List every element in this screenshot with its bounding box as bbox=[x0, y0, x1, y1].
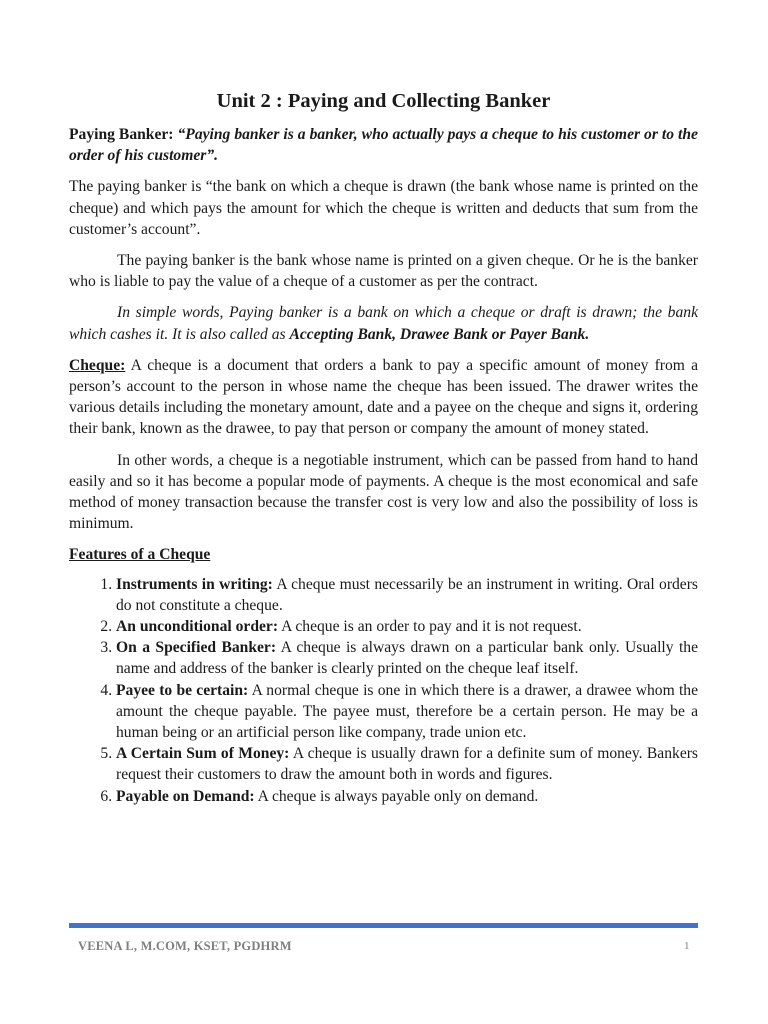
list-item bbox=[116, 786, 698, 807]
definition-label: Paying Banker: bbox=[69, 126, 174, 143]
paragraph-1: The paying banker is “the bank on which a cheque is drawn (the bank whose name is printed on the cheque) and which pays the amount for which the cheque is written and deducts that sum from the customer’s account”. bbox=[69, 178, 698, 238]
paragraph-3-italic: In simple words, Paying banker is a bank on which a cheque or draft is drawn; the bank which cashes it. It is also called as bbox=[69, 304, 698, 343]
page-number: 1 bbox=[684, 940, 690, 952]
paragraph-2: The paying banker is the bank whose name is printed on a given cheque. Or he is the banker who is liable to pay the value of a cheque of a customer as per the contract. bbox=[69, 252, 698, 291]
definition-quote: “Paying banker is a banker, who actually pays a cheque to his customer or to the order of his customer”. bbox=[69, 126, 698, 165]
list-item bbox=[116, 616, 698, 637]
cheque-paragraph bbox=[69, 355, 698, 440]
feature-text: A cheque is an order to pay and it is not request. bbox=[278, 618, 582, 636]
feature-term: Payee to be certain: bbox=[116, 681, 249, 699]
features-heading: Features of a Cheque bbox=[69, 546, 211, 564]
feature-term: Payable on Demand: bbox=[116, 787, 255, 805]
features-list bbox=[69, 574, 698, 807]
list-item bbox=[116, 574, 698, 616]
cheque-text: A cheque is a document that orders a bank to pay a specific amount of money from a person’s account to the person in whose name the cheque has been issued. The drawer writes the various details including the monetary amount, date and a payee on the cheque and signs it, ordering their bank, known as the drawee, to pay that person or company the amount of money stated. bbox=[69, 356, 698, 438]
feature-text: A cheque must necessarily be an instrument in writing. Oral orders do not constitute a cheque. bbox=[116, 575, 698, 614]
paragraph-3-bold: Accepting Bank, Drawee Bank or Payer Bank. bbox=[289, 325, 590, 343]
list-item bbox=[116, 637, 698, 679]
page-title: Unit 2 : Paying and Collecting Banker bbox=[216, 90, 551, 112]
footer-divider bbox=[69, 923, 698, 928]
feature-text: A cheque is always payable only on demand. bbox=[254, 787, 539, 805]
paragraph-3 bbox=[69, 302, 698, 344]
feature-term: On a Specified Banker: bbox=[116, 639, 277, 657]
feature-term: An unconditional order: bbox=[116, 618, 279, 636]
feature-term: Instruments in writing: bbox=[116, 575, 273, 593]
paragraph-4: In other words, a cheque is a negotiable instrument, which can be passed from hand to hand easily and so it has become a popular mode of payments. A cheque is the most economical and safe method of money transaction because the transfer cost is very low and also the possibility of loss is minimum. bbox=[69, 451, 698, 533]
feature-text: A cheque is always drawn on a particular bank only. Usually the name and address of the banker is clearly printed on the cheque leaf itself. bbox=[116, 639, 698, 678]
feature-text: A cheque is usually drawn for a definite sum of money. Bankers request their customers to draw the amount both in words and figures. bbox=[116, 745, 698, 784]
list-item bbox=[116, 680, 698, 744]
definition-paragraph bbox=[69, 124, 698, 166]
list-item bbox=[116, 743, 698, 785]
document-body bbox=[69, 124, 698, 807]
footer-author: VEENA L, M.COM, KSET, PGDHRM bbox=[78, 939, 292, 953]
cheque-label: Cheque: bbox=[69, 356, 126, 374]
feature-term: A Certain Sum of Money: bbox=[116, 745, 290, 763]
feature-text: A normal cheque is one in which there is a drawer, a drawee whom the amount the cheque payable. The payee must, therefore be a certain person. He may be a human being or an artificial person like company, trade union etc. bbox=[116, 681, 698, 742]
